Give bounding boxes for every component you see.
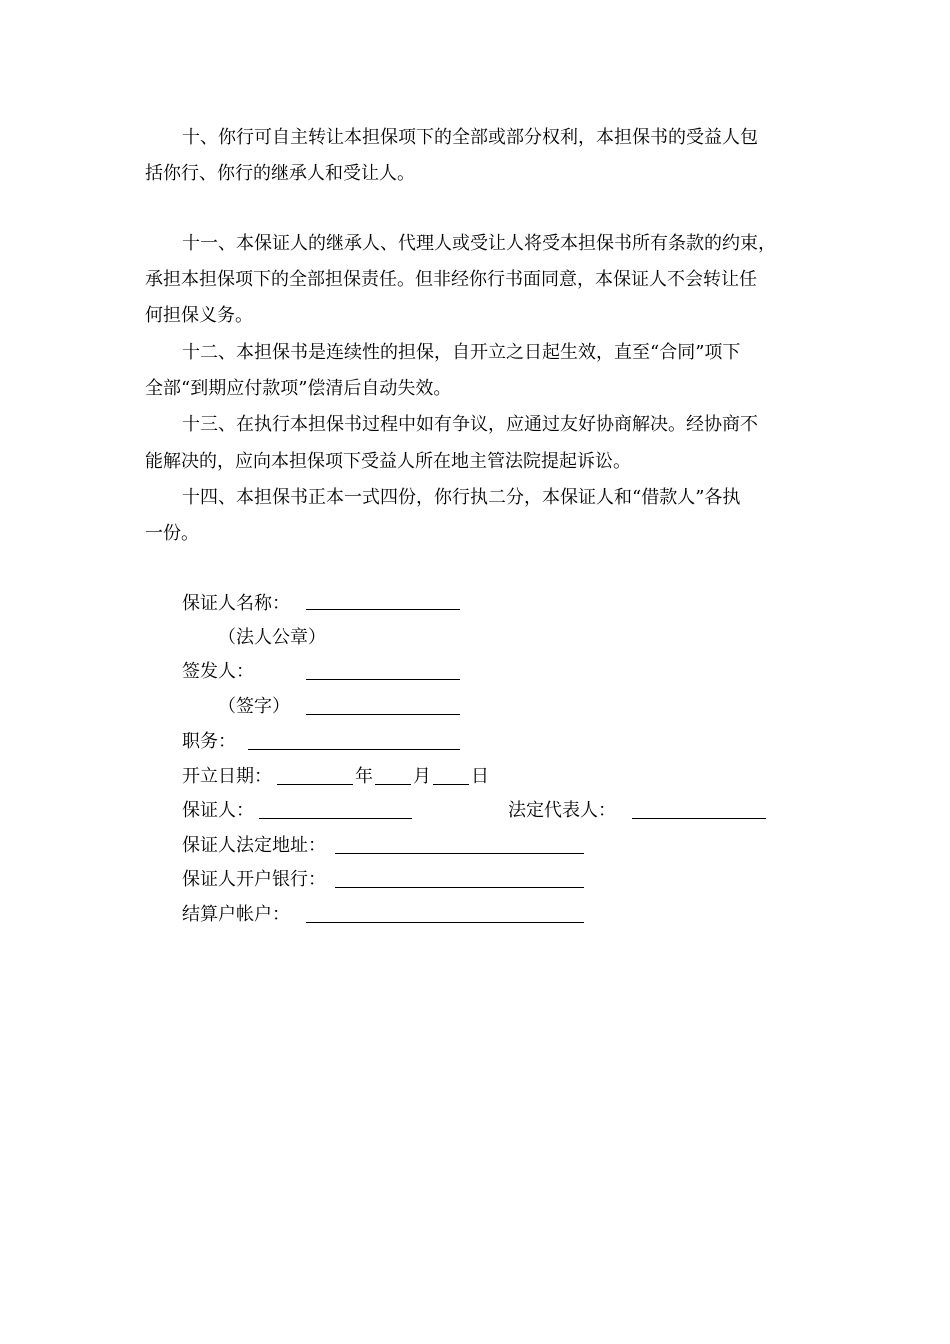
account-label: 结算户帐户： <box>182 904 290 925</box>
date-month-field[interactable] <box>375 784 411 785</box>
seal-label: （法人公章） <box>218 627 326 648</box>
clause-13-line-1: 十三、在执行本担保书过程中如有争议，应通过友好协商解决。经协商不 <box>182 414 758 435</box>
clause-12-line-2: 全部“到期应付款项”偿清后自动失效。 <box>145 378 452 399</box>
guarantor-label: 保证人： <box>182 800 254 821</box>
guarantor-field[interactable] <box>259 818 412 819</box>
account-field[interactable] <box>306 922 584 923</box>
signature-field[interactable] <box>306 714 460 715</box>
clause-11-line-3: 何担保义务。 <box>145 305 253 326</box>
legal-representative-label: 法定代表人： <box>508 800 616 821</box>
position-field[interactable] <box>248 749 460 750</box>
clause-11-line-1: 十一、本保证人的继承人、代理人或受让人将受本担保书所有条款的约束， <box>182 233 776 254</box>
issuer-field[interactable] <box>306 679 460 680</box>
clause-12-line-1: 十二、本担保书是连续性的担保，自开立之日起生效，直至“合同”项下 <box>182 342 741 363</box>
day-label: 日 <box>471 766 489 787</box>
clause-14-line-2: 一份。 <box>145 523 199 544</box>
issuer-label: 签发人： <box>182 661 254 682</box>
address-label: 保证人法定地址： <box>182 835 326 856</box>
sign-label: （签字） <box>218 696 290 717</box>
clause-13-line-2: 能解决的，应向本担保项下受益人所在地主管法院提起诉讼。 <box>145 451 631 472</box>
year-label: 年 <box>355 766 373 787</box>
date-day-field[interactable] <box>433 784 469 785</box>
position-label: 职务： <box>182 731 236 752</box>
bank-field[interactable] <box>335 887 584 888</box>
clause-10-line-1: 十、你行可自主转让本担保项下的全部或部分权利，本担保书的受益人包 <box>182 127 758 148</box>
guarantor-name-label: 保证人名称： <box>182 593 290 614</box>
month-label: 月 <box>413 766 431 787</box>
date-year-field[interactable] <box>277 784 353 785</box>
guarantor-name-field[interactable] <box>306 609 460 610</box>
clause-10-line-2: 括你行、你行的继承人和受让人。 <box>145 163 415 184</box>
bank-label: 保证人开户银行： <box>182 869 326 890</box>
address-field[interactable] <box>335 853 584 854</box>
clause-11-line-2: 承担本担保项下的全部担保责任。但非经你行书面同意，本保证人不会转让任 <box>145 269 757 290</box>
legal-representative-field[interactable] <box>632 818 766 819</box>
clause-14-line-1: 十四、本担保书正本一式四份，你行执二分，本保证人和“借款人”各执 <box>182 487 741 508</box>
date-label: 开立日期： <box>182 766 272 787</box>
